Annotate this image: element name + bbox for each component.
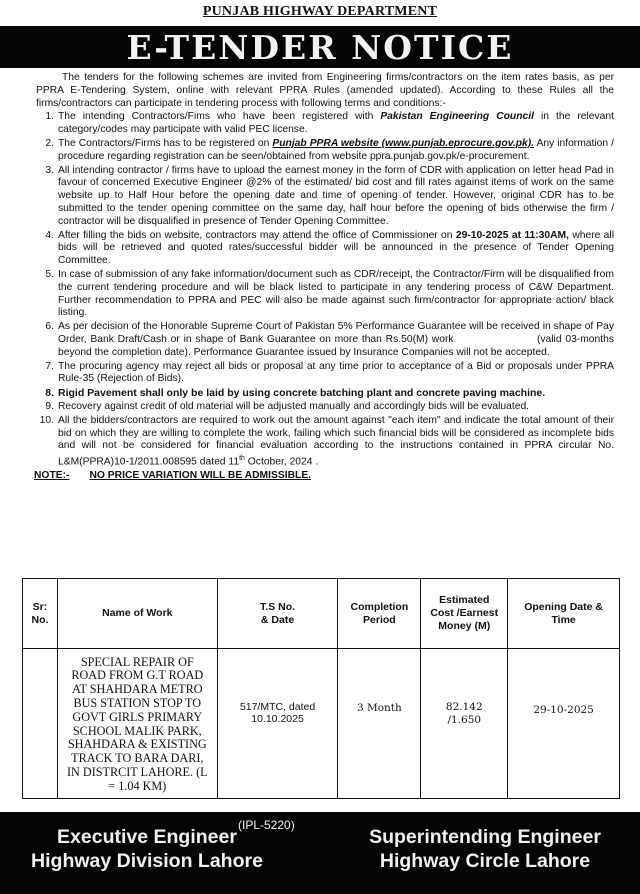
term-number: 7. bbox=[45, 360, 54, 372]
cell-sr-no bbox=[23, 649, 58, 799]
intro-paragraph: The tenders for the following schemes are invited from Engineering firms/contractors on the item rates basis, as per PPRA E-Tendering System, online with relevant PPRA Rules (amended updated). According to these Rules all the firms/contractors can participate in tendering process with following terms and conditions:- bbox=[36, 72, 614, 109]
term-text: Recovery against credit of old material will be adjusted manually and accordingly bids will be evaluated. bbox=[58, 400, 530, 412]
notice-title: E-TENDER NOTICE bbox=[126, 27, 514, 67]
signature-footer bbox=[0, 812, 640, 894]
terms-list bbox=[36, 111, 617, 469]
pec-name: Pakistan Engineering Council bbox=[380, 111, 534, 123]
cell-opening-date: 29-10-2025 bbox=[508, 649, 620, 799]
term-text: The Contractors/Firms has to be registered on bbox=[58, 137, 273, 149]
term-text: October, 2024 . bbox=[244, 456, 319, 468]
term-item bbox=[34, 415, 614, 470]
term-text: where all bids will be retrieved and quoted rates/successful bidder will be announced in the presence of Tender Opening Committee. bbox=[58, 229, 614, 267]
cell-estimated-cost: 82.142 /1.650 bbox=[421, 649, 508, 799]
superintending-engineer-signature bbox=[340, 825, 630, 873]
term-number: 8. bbox=[45, 387, 54, 400]
title-banner bbox=[0, 26, 640, 68]
term-item bbox=[34, 269, 614, 320]
term-text: Rigid Pavement shall only be laid by using concrete batching plant and concrete paving machine. bbox=[58, 387, 546, 400]
signatory-title: Executive Engineer bbox=[57, 826, 237, 848]
term-text: In case of submission of any fake information/document such as CDR/receipt, the Contractor/Firm will be disqualified from the current tendering procedure and will be black listed to participate in any tendering process of C&W Department. Further recommendation to PPRA and PEC will also be made against such firm/contractor for appropriate action/ black listing. bbox=[58, 268, 614, 319]
note-text: NO PRICE VARIATION WILL BE ADMISSIBLE bbox=[89, 470, 309, 482]
notice-body bbox=[34, 72, 617, 483]
term-text: The intending Contractors/Fims who have been registered with bbox=[58, 111, 381, 123]
term-number: 5. bbox=[45, 268, 54, 280]
term-number: 4. bbox=[45, 229, 54, 241]
term-number: 1. bbox=[45, 111, 54, 123]
header-estimated-cost: Estimated Cost /Earnest Money (M) bbox=[421, 579, 508, 649]
term-number: 2. bbox=[45, 137, 54, 149]
department-title: PUNJAB HIGHWAY DEPARTMENT bbox=[202, 4, 438, 19]
cell-name-of-work: SPECIAL REPAIR OF ROAD FROM G.T ROAD AT SHAHDARA METRO BUS STATION STOP TO GOVT GIRLS PRIMARY SCHOOL MALIK PARK, SHAHDARA & EXISTING TRACK TO BARA DARI, IN DISTRCIT LAHORE. (L = 1.04 KM) bbox=[57, 649, 217, 799]
header-ts-no-date: T.S No. & Date bbox=[217, 579, 338, 649]
price-variation-note: NOTE:- NO PRICE VARIATION WILL BE ADMISSIBLE. bbox=[34, 470, 312, 482]
ipl-number: (IPL-5220) bbox=[238, 818, 295, 832]
term-number: 6. bbox=[45, 321, 54, 333]
term-text: in the relevant category/codes may participate with valid PEC license. bbox=[58, 111, 614, 136]
table-row bbox=[23, 649, 620, 799]
signatory-office: Highway Division Lahore bbox=[31, 850, 263, 872]
term-number: 3. bbox=[45, 164, 54, 176]
term-text: Any information / procedure regarding registration can be seen/obtained from website ppra.punjab.gov.pk/e-procurement. bbox=[58, 137, 614, 162]
term-item bbox=[34, 138, 614, 164]
term-text: After filling the bids on website, contractors may attend the office of Commissioner on bbox=[58, 229, 456, 241]
term-text: The procuring agency may reject all bids or proposal at any time prior to acceptance of a Bid or proposals under PPRA Rule-35 (Rejection of Bids). bbox=[58, 360, 614, 385]
header-name-of-work: Name of Work bbox=[57, 579, 217, 649]
cell-ts-no-date: 517/MTC, dated 10.10.2025 bbox=[217, 649, 338, 799]
term-item bbox=[34, 321, 617, 359]
ordinal-suffix: th bbox=[239, 455, 245, 463]
term-number: 9. bbox=[45, 400, 54, 412]
header-opening-date: Opening Date & Time bbox=[508, 579, 620, 649]
ppra-website-link[interactable]: Punjab PPRA website (www.punjab.eprocure.gov.pk). bbox=[272, 137, 535, 149]
opening-datetime: 29-10-2025 at 11:30AM, bbox=[455, 229, 569, 241]
works-table bbox=[22, 578, 620, 799]
term-item bbox=[34, 387, 614, 400]
term-text: All the bidders/contractors are required to work out the amount against "each item" and indicate the total amount of their bid on which they are willing to complete the work, failing which such financial bids will be considered as incomplete bids and will not be considered for financial evaluation according to the instructions contained in PPRA circular No. L&M(PPRA)10-1/2011.008595 dated 11 bbox=[58, 414, 614, 468]
executive-engineer-signature bbox=[6, 825, 288, 873]
table-header-row bbox=[23, 579, 620, 649]
signatory-office: Highway Circle Lahore bbox=[379, 850, 591, 872]
note-label: NOTE:- bbox=[34, 470, 70, 482]
term-text: As per decision of the Honorable Supreme Court of Pakistan 5% Performance Guarantee will be received in shape of Pay Order, Bank Draft/Cash or in shape of Bank Guarantee on more than Rs.50(M) work (valid 03-months beyond the completion date). Performance Guarantee issued by Insurance Companies will not be accepted. bbox=[58, 321, 617, 358]
term-item bbox=[34, 401, 614, 414]
term-item bbox=[34, 111, 614, 137]
header-sr-no: Sr: No. bbox=[23, 579, 58, 649]
cell-completion-period: 3 Month bbox=[338, 649, 421, 799]
header-completion-period: Completion Period bbox=[338, 579, 421, 649]
term-number: 10. bbox=[39, 414, 54, 426]
term-text: All intending contractor / firms have to upload the earnest money in the form of CDR with application on letter head Pad in favour of concerned Executive Engineer @2% of the estimated/ bid cost and fill rates against items of work on the same website up to Half Hour before the opening date and time of opening of tender. However, original CDR has to be submitted to the tender opening committee on the same day, half hour before the opening of bids otherwise the firm / contractor will be disqualified in presence of Tender Opening Committee. bbox=[58, 164, 614, 227]
term-item bbox=[34, 165, 614, 229]
term-item bbox=[34, 361, 614, 387]
signatory-title: Superintending Engineer bbox=[369, 826, 601, 848]
term-item bbox=[34, 230, 614, 268]
